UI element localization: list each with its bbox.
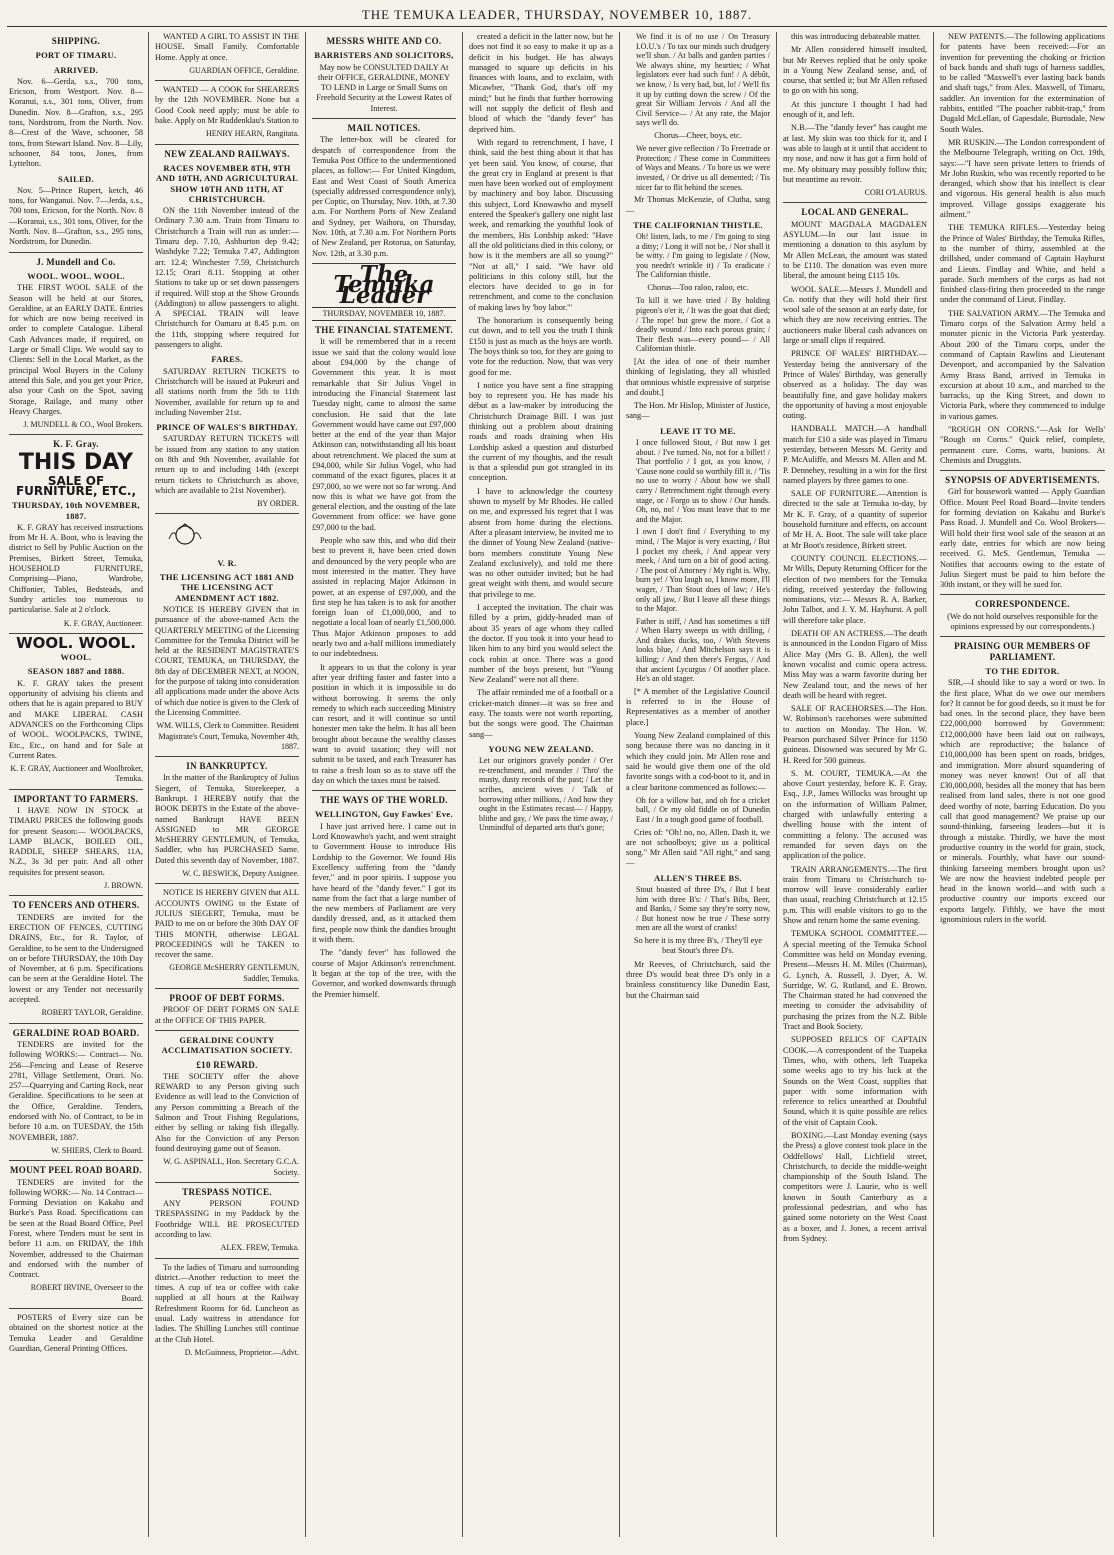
ad-text: WANTED A GIRL TO ASSIST IN THE HOUSE. Small Family. Comfortable Home. Apply at once. [155,32,299,62]
ad-text: K. F. GRAY takes the present opportunity of advising his clients and others that he is again prepared to BUY and MAKE LIBERAL CASH ADVANCES on the Forthcoming Clips of WOOL. WOOLPACKS, TWINE, Etc., Etc., on hand and for Sale at Current Rates. [9,678,143,760]
article-text: I have just arrived here. I came out in Lord Knowawho's yacht, and went straight to Government House to introduce His Lordship to the Governor. We found His Excellency suffering from the "dandy fever," and in poor spirits. I suppose you have heard of the "dandy fever." I got its name from the fact that a large number of the new members of Parliament are very dandily dressed, and, as it attacked them first, people now think the dandies brought it with them. [312,821,456,945]
article-note: [* A member of the Legislative Council is referred to in the House of Representatives as a member of another place.] [626,686,770,727]
song-title: YOUNG NEW ZEALAND. [488,743,594,754]
ad-signature: J. BROWN. [104,881,143,891]
ad-text: ON the 11th November instead of the Ordinary 7.30 a.m. Train from Timaru to Christchurch a Train will run as under:— Timaru dep. 7.10, Ashburton dep 9.42; Washdyke 7.22; Temuka 7.47, Addington arr. 12.4; Winchester 7.59, Christchurch 12.15; Orari 8.11. Stopping at other Stations to take up or set down passengers if required. Will stop at the Show Grounds (Addington) to allow passengers to alight. A SPECIAL TRAIN will leave Christchurch for Oamaru at 8.45 p.m. on the 11th, stopping where required for passengers to alight. [155,206,299,350]
ad-signature: W. C. BESWICK, Deputy Assignee. [182,869,299,879]
divider [155,756,299,757]
article-text: People who saw this, and who did their best to prevent it, have been cried down and denounced by the very people who are most interested in the matter. They have assisted in replacing Major Atkinson in power, at an expense of £97,000, and the first step he has taken is to ask for another foreign loan of £1,000,000, and to negotiate a local loan of nearly £1,500,000. Thus Major Atkinson proposes to add nearly two and a-half millions immediately to our indebtedness. [312,536,456,659]
ad-text: NOTICE IS HEREBY GIVEN that in pursuance of the above-named Acts the QUARTERLY MEETING of the Licensing Committee for the Temuka District will be held at the RESIDENT MAGISTRATE'S COURT, TEMUKA, on THURSDAY, the 8th day of DECEMBER NEXT, at NOON, for the purpose of taking into consideration all applications made under the above Acts of which due notice is given to the Clerk of the Licensing Committee. [155,604,299,717]
ad-signature: K. F. GRAY, Auctioneer. [63,618,143,628]
ad-heading: MOUNT PEEL ROAD BOARD. [10,1165,142,1176]
ad-text: SATURDAY RETURN TICKETS to Christchurch will be issued at Pukeuri and all stations north from the 5th to 11th November, available for return up to and including November 21st. [155,366,299,417]
article-text: At this juncture I thought I had had enough of it, and left. [783,99,927,120]
song-title: LEAVE IT TO ME. [660,425,736,436]
ad-text: May now be CONSULTED DAILY At their OFFICE, GERALDINE, MONEY TO LEND in Large or Small Sums on Freehold Security at the Lowest Rates of Interest. [316,62,452,113]
article-text: N.B.—The "dandy fever" has caught me at last. My skin was too thick for it, and I was able to laugh at it until that accident to my nose, and now it has got a firm hold of me. My obituary may possibly follow this; but meantime au revoir. [783,123,927,184]
section-heading: SYNOPSIS OF ADVERTISEMENTS. [945,475,1100,486]
column-rule [462,32,463,1537]
column-rule [148,32,149,1537]
paper-nameplate [312,260,456,309]
column-1 [9,32,143,1537]
ad-signature: ROBERT TAYLOR, Geraldine. [41,1008,143,1018]
column-rule [933,32,934,1537]
subheading: SAILED. [58,173,94,184]
ad-subheading: WOOL. [60,652,92,663]
article-heading: PRAISING OUR MEMBERS OF PARLIAMENT. [954,641,1091,662]
divider [9,434,143,435]
column-7 [940,32,1105,1537]
song-verse: We find it is of no use / On Treasury I.O.U.'s / To tax our minds such drudgery we'll shun. / At balls and garden parties / We always shine, my hearties; / What legislators ever had such fun! / A débût, we know, / Is very bad, but, lo! / We'll fix it up by cutting down the screw / Of the great Sir William Jervois / And all the Civil Service— / At any rate, the Major says we'll do. [636,32,770,128]
ad-signature: W. SHIERS, Clerk to Board. [51,1145,143,1155]
news-item: TRAIN ARRANGEMENTS.—The first train from Timaru to Christchurch to-morrow will leave considerably earlier than usual, reaching Christchurch at 12.15 p.m. This will enable visitors to go to the Show and return home the same evening. [783,864,927,926]
song-verse: Oh! listen, lads, to me / I'm going to sing a ditty; / Long it will not be, / Nor shall it be witty. / I'm going to legislate / (Now, you needn't wrinkle it) / To eradicate / The Californian thistle. [636,232,770,280]
divider [155,144,299,145]
news-item: SALE OF RACEHORSES.—The Hon. W. Robinson's racehorses were submitted to auction on Monday. The Hon. W. Pearson purchased Silver Prince for 1150 guineas. Disowned was secured by Mr G. H. Reed for 500 guineas. [783,704,927,765]
ad-signature: BY ORDER. [257,499,299,509]
letter-text: SIR,—I should like to say a word or two. In the first place, What do we owe our members for? It cannot be for good deeds, so it must be for bad ones. In the second place, they have been £22,000,000 borrowed by Government: £12,000,000 have been laid out on railways, which are reproductive; the balance of £10,000,000 has been spent on roads, bridges, and immigration. More absurd squandering of money was never known! Out of all that £30,000,000, besides all the money that has been realised from land sales, there is not one good deed worthy of note, barring Education. Do you call that good management? We praise up our sound-thinking, farseeing leaders—but it is through a mistake. Thirdly, we have the most productive country in the world for grain, stock, or minerals. Fourthly, what have our sound-thinking farseeing members brought upon us? We are now the heaviest indebted people per head in the known world—and with such a productive country our imports exceed our exports largely. Fifthly, we have the most ignominious rulers in the world. [940,678,1105,925]
ad-signature: GUARDIAN OFFICE, Geraldine. [189,65,299,75]
article-text: The honorarium is consequently being cut down, and to tell you the truth I think £150 is just as much as the boys are worth. The boys think so too, for they are going to vote for the reduction. Now, that was very good for me. [469,316,613,377]
ad-text: POSTERS of Every size can be obtained on the shortest notice at the Temuka Leader and Geraldine Guardian, General Printing Offices. [9,1313,143,1353]
column-rule [619,32,620,1537]
ad-display-text: THIS DAY [18,449,134,475]
news-item: "ROUGH ON CORNS."—Ask for Wells' "Rough on Corns." Quick relief, complete, permanent cure. Corns, warts, bunions. At Chemists and Druggists. [940,424,1105,465]
ad-heading: K. F. Gray. [53,439,99,450]
article-text: Cries of: "Oh! no, no, Allen. Dash it, we are not schoolboys; give us a political song." Mr Allen said "All right," and sang— [626,827,770,868]
article-text: It will be remembered that in a recent issue we said that the colony would lose about £94,000 by the change of Government this year. It is most remarkable that Sir Julius Vogel in introducing the Financial Statement last Tuesday night, came to almost the same conclusion. He said that the late Government would have came out £97,000 better at the end of the year than Major Atkinson can, notwithstanding all his boast about retrenchment. We placed the sum at £94,000, while Sir Julius Vogel, who had command of the exact figures, places it at £97,000, so we were not so far wrong. And now this is what we have got from the general election, and the ousting of the late Government from office: we have gone £97,000 to the bad. [312,337,456,532]
ad-text: I HAVE NOW IN STOCK at TIMARU PRICES the following goods for present Season:— WOOLPACKS, LAMP BLACK, BOILED OIL, RADDLE, SHEEP SHEARS, 11A, N.Z., 3s 3d per pair. And all other requisites for present season. [9,806,143,877]
ad-heading: GERALDINE ROAD BOARD. [12,1027,140,1038]
article-text: I have to acknowledge the courtesy shown to myself by Mr Rhodes. He called on me, and expressed his regret that I was absent from home during the elections. After a pleasant interview, he invited me to the dinner of Young New Zealand (native-born members constitute Young New Zealand exclusively), and told me there was no other outsider invited; but he had great weight with them, and would secure that privilege to me. [469,486,613,599]
ad-heading: NEW ZEALAND RAILWAYS. [164,148,290,159]
song-verse: Let our originors gravely ponder / O'er re-trenchment, and meander / Thro' the musty, dusty records of the past; / Let the scribes, ancient wives / Talk of borrowing other millions, / And how they ought in the Estimates recast— / Happy, blithe and gay, / We pass the time away, / Unmindful of departed arts that's gone; [479,756,613,833]
ad-text: In the matter of the Bankruptcy of Julius Siegert, of Temuka, Storekeeper, a Bankrupt. I HEREBY notify that the BOOK DEBTS in the Estate of the above-named Bankrupt HAVE BEEN ASSIGNED to MR GEORGE McSHERRY GENTLEMUN, of Temuka, Saddler, who has PURCHASED Same. Dated this seventh day of November, 1887. [155,773,299,865]
ad-heading: MESSRS WHITE AND CO. [326,36,442,46]
article-text: Nov. 5—Prince Rupert, ketch, 46 tons, for Wanganui. Nov. 7—Jerda, s.s., 700 tons, Ericson, for the North. Nov. 8—Koranui, s.s., 301 tons, Oliver, for the North. Nov. 8—Grafton, s.s., 295 tons, Nordstrom, for Dunedin. [9,185,143,247]
ad-subheading: £10 REWARD. [196,1059,258,1070]
divider [155,1182,299,1183]
article-text: Nov. 6—Gerda, s.s., 700 tons, Ericson, from Westport. Nov. 8—Koranui, s.s., 301 tons, Oliver, from Dunedin. Nov. 8—Grafton, s.s., 295 tons, Nordstrom, from the North. Nov. 8—Crest of the Wave, schooner, 58 tons, from Stewart Island. Nov. 8—Lily, schooner, 84 tons, Jones, from Lyttelton. [9,76,143,169]
ad-signature: WM. WILLS, Clerk to Committee. Resident Magistrate's Court, Temuka, November 4th, 1887. [156,721,299,751]
article-text: With regard to retrenchment, I have, I think, said the best thing about it that has yet been said. You know, of course, that the great cry in England at present is that men have been worked out of employment by machinery and boy labor. Discussing this subject, Lord Knowawho and myself entered the Speaker's gallery one night last week, and remarking the youthful look of the members, His Lordship asked: "Have all the old politicians died in this colony, or how is it the members are all so young?" "Not at all," I said. "We have old politicians in this colony still, but the electors have decided to go in for retrenchment, and come to the conclusion of making laws by 'boy labor.'" [469,137,613,312]
news-item: S. M. COURT, TEMUKA.—At the above Court yesterday, before K. F. Gray, Esq., J.P., James Willocks was brought up on the information of William Palmer, charged with unlawfully entering a dwelling house with the intent of committing a felony. The accused was remanded for seven days on the application of the police. [783,768,927,861]
article-text: The Hon. Mr Hislop, Minister of Justice, sang— [626,401,770,421]
divider [155,988,299,989]
divider [312,118,456,119]
ad-heading: PROOF OF DEBT FORMS. [169,993,285,1004]
divider [9,1023,143,1024]
paper-title: The Temuka Leader [333,260,435,309]
article-text: I notice you have sent a fine strapping boy to represent you. He has made his début as a law-maker by introducing the Christchurch Drainage Bill. I was just thinking out a problem about draining roads and roads draining when His Lordship asked a question and disturbed the current of my thoughts, and the result is that a splendid pun got strangled in its conception. [469,380,613,483]
news-item: THE SALVATION ARMY.—The Temuka and Timaru corps of the Salvation Army held a monster picnic in the Victoria Park yesterday. About 200 of the Timaru corps, under the command of Captain Rawlins and Lieutenant Devenport, and accompanied by the Salvation Army Brass Band, arrived in Temuka in excursion at about 10 a.m., and marched to the barracks, up the King Street, and down to Victoria Park, where they commenced to indulge in various games. [940,308,1105,421]
article-text: The affair reminded me of a football or a cricket-match dinner—it was so free and easy. The toasts were not worth reporting, but the songs were good. The Chairman sang— [469,688,613,739]
ad-text: THE FIRST WOOL SALE of the Season will be held at our Stores, Geraldine, at an EARLY DATE. Entries for which are now being received in order to complete Catalogue. Liberal Cash Advances made, if required, on Large or Small Clips. We would say to Clients: Sell in the Local Market, as the principal Wool Buyers in the Colony attend this Sale, and you get your Price, also your Cash on the Spot, saving Storage, Railage, and many other Heavy Charges. [9,283,143,416]
song-verse: We never give reflection / To Freetrade or Protection; / These come in Committees of Ways and Means. / To bore us we were invested, / Or drive us all demented; / Tis nicer far to flit behind the scenes. [636,144,770,192]
divider [940,594,1105,595]
news-item: DEATH OF AN ACTRESS.—The death is announced in the London Figaro of Miss Alice May (Mrs G. B. Allen), the well known vocalist and comic opera actress. Miss May was a warm favorite during her New Zealand tour, and the news of her death will be heard with regret. [783,629,927,700]
song-verse: Father is stiff, / And has sometimes a tiff / When Harry sweeps us with drilling, / And drakes ducks, too, / With Stevens looks blue, / And Mitchelson says it is killing; / And then there's Fergus, / And that ancient Lycurgus / Of another place. He's an old stager. [636,616,770,684]
running-header: THE TEMUKA LEADER, THURSDAY, NOVEMBER 10, 1887. [7,4,1107,27]
ad-text: ANY PERSON FOUND TRESPASSING in my Paddock by the Footbridge WILL BE PROSECUTED according to law. [155,1199,299,1239]
song-chorus: So here it is my three B's, / They'll eye beat Stout's three D's. [633,936,763,956]
editorial-heading: THE FINANCIAL STATEMENT. [315,325,453,336]
divider [155,513,299,514]
ad-subheading: BARRISTERS AND SOLICITORS, [314,50,454,61]
divider [9,1160,143,1161]
section-heading: MAIL NOTICES. [347,123,421,134]
news-item: PRINCE OF WALES' BIRTHDAY.—Yesterday being the anniversary of the Prince of Wales' Birthday, was generally observed as a holiday. The day was beautifully fine, and gave holiday makers the opportunity of having a most enjoyable outing. [783,349,927,421]
crest-caption: V. R. [217,557,237,568]
news-item: HANDBALL MATCH.—A handball match for £10 a side was played in Timaru yesterday, between Messrs M. Gerity and P. McAuliffe, and Messrs M. Allen and M. P. Dennehey, resulting in a win for the first named players by three games to one. [783,424,927,485]
divider [155,1258,299,1259]
column-5 [626,32,770,1537]
ad-subheading: WOOL. WOOL. WOOL. [27,270,125,281]
ad-text: WANTED — A COOK for SHEARERS by the 12th NOVEMBER. None but a Good Cook need apply; must be able to bake. Apply on Mr Ruddenklau's Station to [155,85,299,126]
divider [9,895,143,896]
ad-heading: TO FENCERS AND OTHERS. [12,900,140,911]
column-4 [469,32,613,1537]
article-text: created a deficit in the latter now, but he does not find it so easy to make it up as a deficit in his budget. He has always managed to square up deficits in his finances with loans, and to exclaim, with Micawber, "Thank God, that's off my mind;" but he finds that further borrowing will not supply the deficit of flesh and blood of which the "dandy fever" has deprived him. [469,32,613,134]
ad-text: THE SOCIETY offer the above REWARD to any Person giving such Evidence as will lead to the Conviction of any Person committing a Breach of the Salmon and Trout Fishing Regulations, either by selling or taking fish illegally. Also for the Conviction of any Person found destroying game out of Season. [155,1071,299,1153]
divider [940,636,1105,637]
divider [155,1030,299,1031]
article-text: It appears to us that the colony is year after year drifting faster and faster into a position in which it is impossible to do without borrowing. It seems the only remedy to which each succeeding Ministry can resort, and it will continue so until honester men take the helm. It has all been brought about because the wealthy classes want to avoid taxation; they will not submit to be taxed, and each Treasurer has to raise a fresh loan so as to stave off the day on which the taxes must be raised. [312,662,456,785]
divider [783,202,927,203]
ad-signature: HENRY HEARN, Rangitata. [205,129,299,139]
news-item: MR RUSKIN.—The London correspondent of the Melbourne Telegraph, writing on Oct. 19th, says:—"I have seen private letters to friends of Mr John Ruskin, who was recently reported to be deranged, which show that his intellect is clear and vigorous. His general health is also much improved. Village gossips exaggerate his ailment." [940,137,1105,220]
royal-crest-icon [155,521,215,547]
ad-heading: GERALDINE COUNTY ACCLIMATISATION SOCIETY. [161,1034,293,1056]
song-title: THE CALIFORNIAN THISTLE. [633,219,763,230]
song-verse: Oh for a willow bat, and oh for a cricket ball, / Or my old fiddle on of Dunedin East / In a tough good game of football. [636,795,770,824]
divider [9,789,143,790]
divider [155,80,299,81]
article-subheading: TO THE EDITOR. [985,665,1060,676]
column-3 [312,32,456,1537]
section-heading: LOCAL AND GENERAL. [801,207,909,218]
article-text: Girl for housework wanted — Apply Guardian Office. Mount Peel Road Board—Invite tenders for forming deviation on Kakahu and Burke's Pass Road. J. Mundell and Co. Wool Brokers—Will hold their first wool sale of the season at an early date, entries for which are now being received. G. McS. Gentlemun, Temuka — Notifies that accounts owing to the estate of Julius Siegert must be paid to him before the 30th instant, or they will be sued for. [940,487,1105,590]
song-verse: Stout boasted of three D's, / But I beat him with three B's: / That's Bibs, Beer, and Banks, / Some say they're sorry now, / But honest now be true / These sorry men are all the worst of cranks! [636,885,770,933]
column-rule [776,32,777,1537]
ad-text: TENDERS are invited for the following WORK:— No. 14 Contract—Forming Deviation on Kakahu and Burke's Pass Road. Specifications can be seen at the Road Board Office, Peel Forest, where Tenders must be sent in before 11 a.m. on FRIDAY, the 18th November, addressed to the Chairman and endorsed with the number of Contract. [9,1177,143,1280]
ad-signature: D. McGuinness, Proprietor.—Advt. [184,1347,299,1357]
divider [940,470,1105,471]
subheading: ARRIVED. [53,64,99,75]
song-title: ALLEN'S THREE BS. [654,872,742,883]
article-text: I accepted the invitation. The chair was filled by a prim, giddy-headed man of about 35 years of age whom they called the doctor. If you took it into your head to liken him to any bird you would select the cock robin at once. There was a good number of the boys present, but "Young New Zealand" were not all there. [469,603,613,685]
ad-heading: J. Mundell and Co. [36,256,116,267]
ad-text: NOTICE IS HEREBY GIVEN that ALL ACCOUNTS OWING to the Estate of JULIUS SIEGERT, Temuka, must be PAID to me on or before the 30th DAY OF THIS MONTH, otherwise LEGAL PROCEEDINGS will be TAKEN to recover the same. [155,888,299,960]
ad-heading: THE LICENSING ACT 1881 AND THE LICENSING ACT AMENDMENT ACT 1882. [159,572,295,603]
ad-heading: TRESPASS NOTICE. [182,1186,272,1197]
ad-date: THURSDAY, 10th NOVEMBER, 1887. [12,500,140,521]
ad-subheading: RACES NOVEMBER 8TH, 9TH AND 10TH, AND AGRICULTURAL SHOW 10TH AND 11TH, AT CHRISTCHURCH. [155,162,299,204]
song-chorus: Chorus—Cheer, boys, etc. [654,130,742,140]
ad-text: K. F. GRAY has received instructions from Mr H. A. Boot, who is leaving the district to Sell by Public Auction on the Premises, Birkett Street, Temuka, HOUSEHOLD FURNITURE, Comprising—Piano, Wardrobe, Chiffonier, Tables, Bedsteads, and Sundry articles too numerous to particularise. Sale at 2 o'clock. [9,522,143,615]
song-verse: I own I don't find / Everything to my mind, / The Major is very exacting, / But I pocket my cheek, / And appear very meek, / And turn on a bit of good acting. / The post of Attorney / My right is. Why, burn ye! / You laugh so, I know more, I'll wager, / Than Stout does of law; / He's only all jaw, / But I leave all these things to the Major. [636,527,770,614]
section-heading: SHIPPING. [51,36,101,46]
article-text: The "dandy fever" has followed the course of Major Atkinson's retrenchment. It began at the top of the tree, with the Governor, and worked downwards through the Premier himself. [312,948,456,999]
article-text: this was introducing debateable matter. [791,32,921,41]
ad-subheading: FARES. [211,354,243,365]
section-heading: CORRESPONDENCE. [975,599,1070,610]
news-item: THE TEMUKA RIFLES.—Yesterday being the Prince of Wales' Birthday, the Temuka Rifles, to the number of thirty, assembled at the drillshed, under command of Captain Hayhurst and Lieuts. Findlay and White, and held a parade. Such members of the corps as had not finished class-firing then proceeded to the range under the command of Lieut. Findlay. [940,223,1105,305]
news-item: SUPPOSED RELICS OF CAPTAIN COOK.—A correspondent of the Tuapeka Times, who, with others, left Tuapeka some weeks ago to try his luck at the Sounds on the West Coast, supplies that paper with some information with reference to relics unearthed at Doubtful Sound, which it is quite possible are relics of the visit of Captain Cook. [783,1035,927,1127]
article-text: Young New Zealand complained of this song because there was no dancing in it which they could join. Mr Allen rose and said he would give them one of the old favorite songs with a cod-boot to it, and in a clear baritone commenced as follows:— [626,731,770,792]
ad-signature: K. F. GRAY, Auctioneer and Woolbroker, Temuka. [10,764,143,784]
ad-subheading: SEASON 1887 and 1888. [27,666,125,677]
article-note: (We do not hold ourselves responsible for the opinions expressed by our correspondents.) [947,611,1098,632]
news-item: BOXING.—Last Monday evening (says the Press) a glove contest took place in the Oddfellows' Hall, Lichfield street, Christchurch, to decide the middle-weight championship of the South Island. The competitors were J. Laurie, who is well known in South Canterbury as a professional pedestrian, and who has gained some notoriety on the West Coast as a boxer, and J. Jones, a recent arrival from Sydney. [783,1130,927,1243]
divider [155,883,299,884]
ad-text: PROOF OF DEBT FORMS ON SALE at the OFFICE OF THIS PAPER. [155,1005,299,1025]
newspaper-page [7,4,1107,1544]
ad-text: To the ladies of Timaru and surrounding district.—Another reduction to meet the times. A cup of tea or coffee with cake supplied at all hours at the Railway Refreshment Rooms for 6d. Luncheon as usual. Lady waitress in attendance for ladies. The Shilling Lunches still continue at the Club Hotel. [155,1262,299,1344]
column-rule [305,32,306,1537]
song-verse: I once followed Stout, / But now I get about. / I've turned. No, not for a billet! / That portfolio / I got, as you know, / 'Cause none could so worthily fill it. / 'Tis no use to worry / About how we shall carry / Retrenchment right through every stage, or / Forgo us to show / Our hands. Oh, no, no! / You must leave that to me and the Major. [636,438,770,524]
column-6 [783,32,927,1537]
ad-text: TENDERS are invited for the following WORKS:— Contract— No. 256—Fencing and Lease of Reserve 2781, Village Settlement, Orari. No. 257—Quarrying and Carting Rock, near Geraldine. Specifications to be seen at the Office, Geraldine. Tenders, endorsed with No. of Contract, to be in before 10 a.m. on TUESDAY, the 15th NOVEMBER, 1887. [9,1039,143,1142]
ad-text: SATURDAY RETURN TICKETS will be issued from any station to any station on 8th and 9th November, available for return up to and including 14th (except return tickets to Christchurch as above, which are available to 21st November). [155,434,299,495]
article-signature: CORI O'LAURUS. [864,188,927,198]
news-item: NEW PATENTS.—The following applications for patents have been received:—For an invention for preventing the choking or friction of back bands and shaft tugs of harness saddles, to be called "Maxwell's ever lasting back bands and shaft tugs," from Alex. Maxwell, of Timaru, saddler. An invention for the extermination of rabbits, entitled "The poacher rabbit-trap," from Dugald McLellan, of Gapesdale, Burnsdale, New South Wales. [940,32,1105,134]
article-text: Mr Reeves, of Christchurch, said the three D's would beat three D's only in a brainless constituency like Dunedin East, but the Chairman said [626,959,770,1000]
news-item: MOUNT MAGDALA MAGDALEN ASYLUM.—In our last issue in mentioning a donation to this asylum by Mr Allen McLean, the amount was stated to be £110. The donation was even more liberal, the amount being £115 10s. [783,219,927,281]
ad-subheading: PRINCE OF WALES'S BIRTHDAY. [156,422,298,433]
song-chorus: Chorus—Too raloo, raloo, etc. [647,283,749,293]
ad-heading: IN BANKRUPTCY. [186,761,268,772]
ad-display-text: WOOL. WOOL. [16,633,136,652]
ad-signature: GEORGE McSHERRY GENTLEMUN, Saddler, Temuka. [169,963,299,983]
divider [9,1308,143,1309]
article-note: [At the idea of one of their number thinking of legislating, they all whistled that omnious whistle expressive of surprise and doubt.] [626,356,770,397]
news-item: SALE OF FURNITURE.—Attention is directed to the sale at Temuka to-day, by Mr K. F. Gray, of a quantity of superior household furniture and effects, on account of Mr H. A. Boot. The sale will take place at Mr Boot's residence, Birkett street. [783,489,927,550]
column-2 [155,32,299,1537]
divider [312,790,456,791]
news-item: WOOL SALE.—Messrs J. Mundell and Co. notify that they will hold their first wool sale of the season at an early date, for which they are now receiving entries. The auctioneers make liberal cash advances on large or small clips if required. [783,284,927,346]
subheading: PORT OF TIMARU. [35,50,117,61]
article-text: Mr Thomas McKenzie, of Clutha, sang— [626,195,770,215]
article-heading: THE WAYS OF THE WORLD. [320,795,448,806]
ad-heading: IMPORTANT TO FARMERS. [13,793,139,804]
news-item: COUNTY COUNCIL ELECTIONS.—Mr Wills, Deputy Returning Officer for the election of two members for the Temuka riding, received yesterday the following nominations, viz:— Messrs R. A. Barker, John Talbot, and J. Y. M. Hayhurst. A poll will therefore take place. [783,553,927,625]
song-verse: To kill it we have tried / By holding pigeon's o'er it, / It was the goat that died; / The rope! but grew the more. / Got a deadly wound / Into each porous grain; / Their flesh was—every pound— / All Californian thistle. [636,296,770,354]
divider [9,252,143,253]
ad-signature: ALEX. FREW, Temuka. [220,1243,299,1253]
ad-display-text: SALE OF FURNITURE, ETC., [15,473,137,498]
ad-signature: W. G. ASPINALL, Hon. Secretary G.C.A. Society. [163,1157,299,1177]
ad-text: TENDERS are invited for the ERECTION OF FENCES, CUTTING DRAINS, Etc., for R. Taylor, of Geraldine, to be sent to the Undersigned on or before THURSDAY, the 10th Day of November, at 6 p.m. Specifications can be seen at the Geraldine Hotel. The lowest or any Tender not necessarily accepted. [9,912,143,1005]
ad-signature: ROBERT IRVINE, Overseer to the Board. [30,1283,143,1303]
article-text: The letter-box will be cleared for despatch of correspondence from the Temuka Post Office to the undermentioned places, as follow:— For United Kingdom, East and West Coast of South America (specially addressed correspondence only), per Coptic, on Thursday, Nov. 10th, at 7.30 a.m. For Northern Ports of New Zealand and Sydney, per Waihora, on Thursday, Nov. 10th, at 7.30 a.m. For Northern Ports of New Zealand, per Rotorua, on Saturday, Nov. 12th, at 3.30 p.m. [312,135,456,258]
article-dateline: WELLINGTON, Guy Fawkes' Eve. [315,809,453,820]
paper-dateline: THURSDAY, NOVEMBER 10, 1887. [312,307,456,321]
ad-signature: J. MUNDELL & CO., Wool Brokers. [23,420,143,430]
article-text: Mr Allen considered himself insulted, but Mr Reeves replied that he only spoke in a Young New Zealand sense, and, of course, that settled it; but Mr Allen refused to go on with his song. [783,45,927,96]
news-item: TEMUKA SCHOOL COMMITTEE.—A special meeting of the Temuka School Committee was held on Monday evening. Present—Messrs H. M. Miles (Chairman), G. Lynch, A. Russell, J. Dyer, A. W. Surridge, W. G. Rutland, and E. Brown. The Chairman stated he had convened the meeting to consider the advisability of purchasing the prizes from the N.Z. Bible Tract and Book Society. [783,929,927,1032]
